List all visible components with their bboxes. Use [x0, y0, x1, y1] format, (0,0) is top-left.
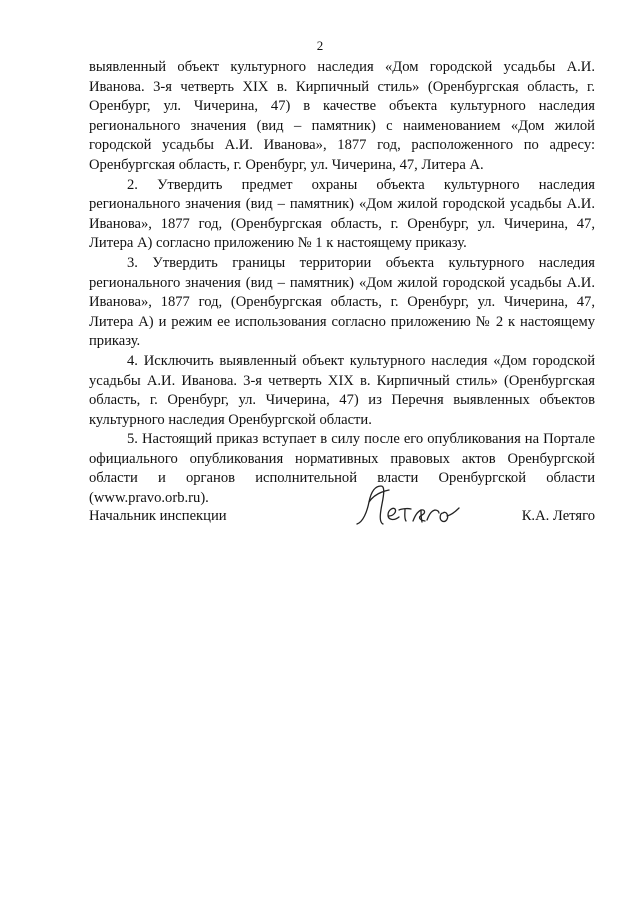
document-body [89, 58, 595, 509]
signatory-name: К.А. Летяго [521, 508, 595, 524]
handwritten-signature [355, 482, 465, 530]
signatory-position: Начальник инспекции [89, 508, 227, 524]
page-number: 2 [316, 38, 324, 53]
signature-block [89, 508, 595, 528]
paragraph-item-3: 3. Утвердить границы территории объекта культурного наследия регионального значения (вид – памятник) «Дом жилой городской усадьбы А.И. Иванова», 1877 год, (Оренбургская область, г. Оренбург, ул. Чичерина, 47, Литера А) и режим ее использования согласно приложению № 2 к настоящему приказу. [89, 254, 595, 350]
paragraph-item-5: 5. Настоящий приказ вступает в силу после его опубликования на Портале официального опубликования нормативных правовых актов Оренбургской области и органов исполнительной власти Оренбургской области (www.pravo.orb.ru). [89, 431, 595, 507]
paragraph-item-4: 4. Исключить выявленный объект культурного наследия «Дом городской усадьбы А.И. Иванова. 3-я четверть XIX в. Кирпичный стиль» (Оренбургская область, г. Оренбург, ул. Чичерина, 47) из Перечня выявленных объектов культурного наследия Оренбургской области. [89, 352, 595, 428]
paragraph-continuation: выявленный объект культурного наследия «Дом городской усадьбы А.И. Иванова. 3-я четверть XIX в. Кирпичный стиль» (Оренбургская область, г. Оренбург, ул. Чичерина, 47) в качестве объекта культурного наследия регионального значения (вид – памятник) с наименованием «Дом жилой городской усадьбы А.И. Иванова», 1877 год, расположенного по адресу: Оренбургская область, г. Оренбург, ул. Чичерина, 47, Литера А. [89, 59, 595, 173]
paragraph-item-2: 2. Утвердить предмет охраны объекта культурного наследия регионального значения (вид – памятник) «Дом жилой городской усадьбы А.И. Иванова», 1877 год, (Оренбургская область, г. Оренбург, ул. Чичерина, 47, Литера А) согласно приложению № 1 к настоящему приказу. [89, 176, 595, 252]
